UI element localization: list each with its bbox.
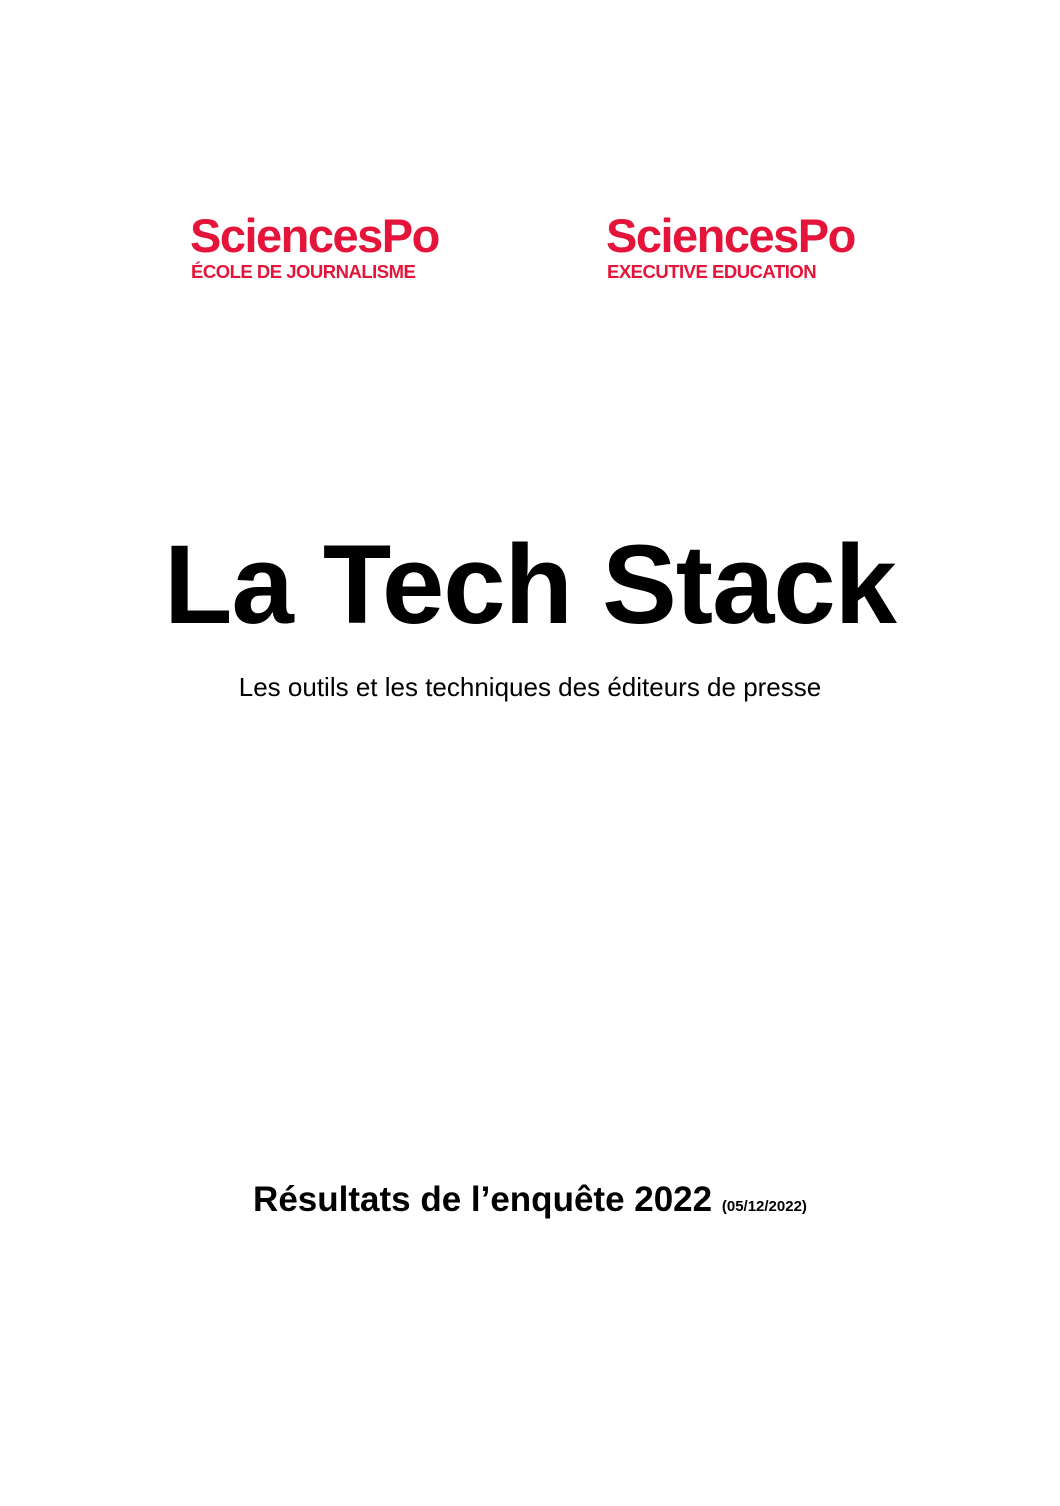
survey-results-heading bbox=[0, 1178, 1060, 1229]
results-label: Résultats de l’enquête 2022 bbox=[253, 1180, 713, 1219]
logo-subtitle: EXECUTIVE EDUCATION bbox=[607, 261, 817, 282]
sciencespo-executive-logo bbox=[606, 210, 855, 282]
results-date: (05/12/2022) bbox=[721, 1198, 807, 1215]
logo-subtitle: ÉCOLE DE JOURNALISME bbox=[191, 261, 416, 282]
logo-brand: SciencesPo bbox=[190, 209, 439, 262]
logo-brand: SciencesPo bbox=[606, 209, 855, 262]
document-title: La Tech Stack bbox=[164, 522, 896, 647]
sciencespo-journalism-logo bbox=[190, 210, 439, 282]
document-subtitle: Les outils et les techniques des éditeurs de presse bbox=[238, 672, 822, 702]
